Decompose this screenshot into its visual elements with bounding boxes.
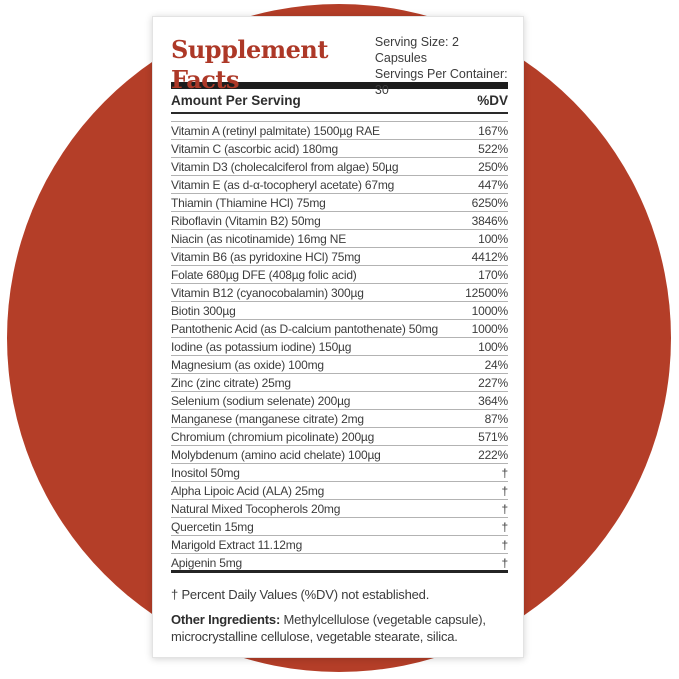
amount-per-serving-header: Amount Per Serving	[171, 93, 301, 108]
nutrient-dv: 571%	[478, 429, 508, 444]
table-row	[171, 428, 508, 446]
nutrient-name: Natural Mixed Tocopherols 20mg	[171, 501, 341, 516]
panel-header	[171, 32, 508, 97]
nutrients-table	[171, 121, 508, 571]
table-row	[171, 554, 508, 571]
nutrient-name: Iodine (as potassium iodine) 150µg	[171, 339, 352, 354]
nutrient-dv: 250%	[478, 159, 508, 174]
nutrient-dv: 227%	[478, 375, 508, 390]
table-row	[171, 320, 508, 338]
other-ingredients	[171, 611, 508, 646]
table-row	[171, 122, 508, 140]
table-row	[171, 500, 508, 518]
nutrient-dv: 1000%	[471, 303, 508, 318]
nutrient-dv: 100%	[478, 231, 508, 246]
nutrient-name: Vitamin B6 (as pyridoxine HCl) 75mg	[171, 249, 361, 264]
nutrient-name: Chromium (chromium picolinate) 200µg	[171, 429, 375, 444]
servings-per-container: Servings Per Container: 30	[374, 67, 508, 97]
nutrient-name: Vitamin C (ascorbic acid) 180mg	[171, 141, 338, 156]
table-row	[171, 140, 508, 158]
nutrient-dv: 170%	[478, 267, 508, 282]
dv-header: %DV	[477, 93, 508, 108]
nutrient-name: Magnesium (as oxide) 100mg	[171, 357, 324, 372]
panel-title: Supplement Facts	[171, 35, 328, 94]
nutrient-name: Zinc (zinc citrate) 25mg	[171, 375, 291, 390]
nutrient-name: Inositol 50mg	[171, 465, 240, 480]
nutrient-name: Vitamin B12 (cyanocobalamin) 300µg	[171, 285, 364, 300]
table-row	[171, 392, 508, 410]
nutrient-name: Thiamin (Thiamine HCl) 75mg	[171, 195, 326, 210]
table-row	[171, 302, 508, 320]
nutrient-dv: 167%	[478, 123, 508, 138]
supplement-facts-panel	[152, 16, 524, 658]
nutrient-dv: 3846%	[471, 213, 508, 228]
nutrient-name: Pantothenic Acid (as D-calcium pantothenate) 50mg	[171, 321, 439, 336]
table-row	[171, 356, 508, 374]
table-row	[171, 158, 508, 176]
nutrient-dv: †	[501, 537, 508, 552]
other-ingredients-text: Methylcellulose (vegetable capsule), microcrystalline cellulose, vegetable stearate, silica.	[171, 611, 486, 644]
nutrient-name: Apigenin 5mg	[171, 555, 242, 570]
nutrient-name: Biotin 300µg	[171, 303, 236, 318]
nutrient-dv: †	[501, 519, 508, 534]
serving-info	[375, 34, 508, 98]
table-row	[171, 338, 508, 356]
serving-size: Serving Size: 2 Capsules	[374, 35, 459, 65]
nutrient-name: Vitamin E (as d-α-tocopheryl acetate) 67mg	[171, 177, 395, 192]
nutrient-name: Riboflavin (Vitamin B2) 50mg	[171, 213, 321, 228]
nutrient-name: Manganese (manganese citrate) 2mg	[171, 411, 364, 426]
nutrient-dv: 12500%	[465, 285, 508, 300]
nutrient-dv: 24%	[484, 357, 508, 372]
dv-footnote: † Percent Daily Values (%DV) not established.	[171, 586, 430, 602]
nutrient-dv: †	[501, 555, 508, 570]
table-row	[171, 176, 508, 194]
table-row	[171, 410, 508, 428]
nutrient-dv: †	[501, 501, 508, 516]
nutrient-name: Niacin (as nicotinamide) 16mg NE	[171, 231, 347, 246]
nutrient-name: Selenium (sodium selenate) 200µg	[171, 393, 351, 408]
nutrient-dv: 1000%	[471, 321, 508, 336]
nutrient-dv: 522%	[478, 141, 508, 156]
nutrient-dv: 447%	[478, 177, 508, 192]
nutrient-name: Marigold Extract 11.12mg	[171, 537, 303, 552]
nutrient-dv: †	[501, 465, 508, 480]
table-end-bar	[171, 570, 508, 573]
other-ingredients-label: Other Ingredients:	[171, 611, 281, 627]
table-row	[171, 284, 508, 302]
nutrient-name: Quercetin 15mg	[171, 519, 254, 534]
nutrient-name: Molybdenum (amino acid chelate) 100µg	[171, 447, 381, 462]
nutrient-name: Alpha Lipoic Acid (ALA) 25mg	[171, 483, 325, 498]
nutrient-dv: 100%	[478, 339, 508, 354]
table-row	[171, 194, 508, 212]
nutrient-name: Folate 680µg DFE (408µg folic acid)	[171, 267, 357, 282]
nutrient-dv: 4412%	[471, 249, 508, 264]
nutrient-dv: †	[501, 483, 508, 498]
table-row	[171, 248, 508, 266]
table-row	[171, 482, 508, 500]
nutrient-name: Vitamin D3 (cholecalciferol from algae) 50µg	[171, 159, 399, 174]
nutrient-name: Vitamin A (retinyl palmitate) 1500µg RAE	[171, 123, 380, 138]
table-row	[171, 212, 508, 230]
nutrient-dv: 364%	[478, 393, 508, 408]
table-row	[171, 266, 508, 284]
nutrient-dv: 87%	[484, 411, 508, 426]
table-row	[171, 230, 508, 248]
table-row	[171, 464, 508, 482]
table-row	[171, 446, 508, 464]
table-row	[171, 518, 508, 536]
table-row	[171, 374, 508, 392]
nutrient-dv: 6250%	[471, 195, 508, 210]
nutrient-dv: 222%	[478, 447, 508, 462]
table-row	[171, 536, 508, 554]
